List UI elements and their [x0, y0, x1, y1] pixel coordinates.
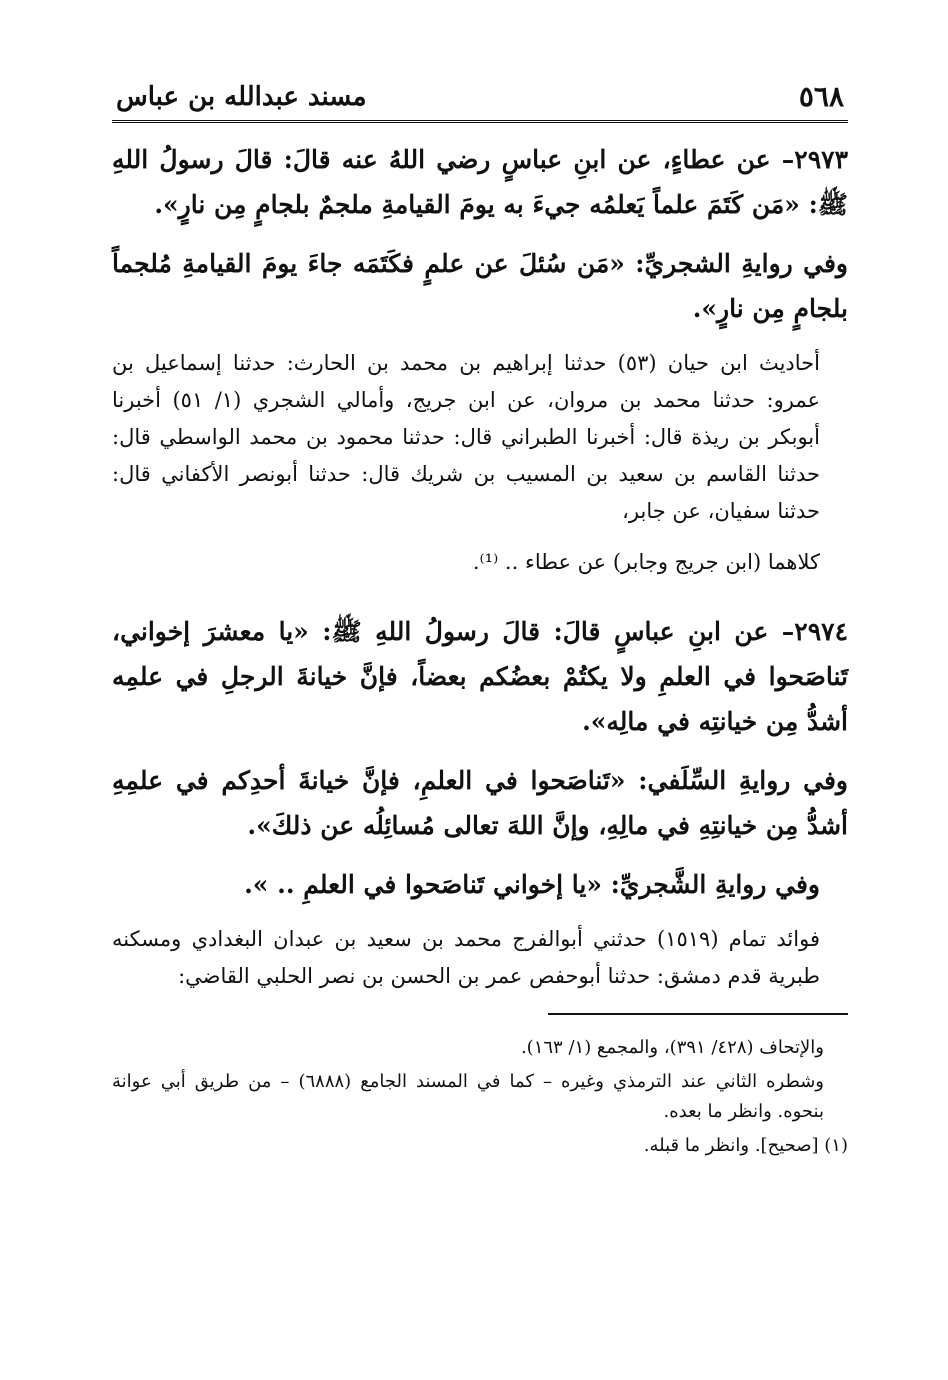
hadith-2973-text: ٢٩٧٣– عن عطاءٍ، عن ابنِ عباسٍ رضي اللهُ عنه قالَ: قالَ رسولُ اللهِ ﷺ: «مَن كَتَمَ علماً يَعلمُه جيءَ به يومَ القيامةِ ملجمٌ بلجامٍ مِن نارٍ». — [112, 145, 848, 219]
footnote-continuation: والإتحاف (٤٢٨/ ٣٩١)، والمجمع (١/ ١٦٣). — [520, 1037, 824, 1058]
page-header — [112, 80, 848, 123]
hadith-2974-text: ٢٩٧٤– عن ابنِ عباسٍ قالَ: قالَ رسولُ اللهِ ﷺ: «يا معشرَ إخواني، تَناصَحوا في العلمِ ولا يكتُمْ بعضُكم بعضاً، فإنَّ خيانةَ الرجلِ في علمِه أشدُّ مِن خيانتِه في مالِه». — [112, 617, 848, 736]
hadith-2973-both-narrators: كلاهما (ابن جريج وجابر) عن عطاء .. ⁽¹⁾. — [472, 550, 820, 574]
hadith-2974-isnad: فوائد تمام (١٥١٩) حدثني أبوالفرج محمد بن سعيد بن عبدان البغدادي ومسكنه طبرية قدم دمشق: حدثنا أبوحفص عمر بن الحسن بن نصر الحلبي القاضي: — [112, 927, 820, 988]
footnote-tirmidhi-note: وشطره الثاني عند الترمذي وغيره – كما في المسند الجامع (٦٨٨٨) – من طريق أبي عوانة بنحوه. وانظر ما بعده. — [112, 1071, 824, 1122]
page-number: ٥٦٨ — [798, 80, 844, 113]
hadith-2974-silafi-narration: وفي روايةِ السِّلَفي: «تَناصَحوا في العلمِ، فإنَّ خيانةَ أحدِكم في علمِهِ أشدُّ مِن خيانتِهِ في مالِهِ، وإنَّ اللهَ تعالى مُسائِلُه عن ذلكَ». — [112, 766, 848, 840]
hadith-2973-isnad: أحاديث ابن حيان (٥٣) حدثنا إبراهيم بن محمد بن الحارث: حدثنا إسماعيل بن عمرو: حدثنا محمد بن مروان، عن ابن جريج، وأمالي الشجري (١/ ٥١) أخبرنا أبوبكر بن ريذة قال: أخبرنا الطبراني قال: حدثنا محمود بن محمد الواسطي قال: حدثنا القاسم بن سعيد بن المسيب بن شريك قال: حدثنا أبونصر الأكفاني قال: حدثنا سفيان، عن جابر، — [112, 351, 820, 523]
footnote-divider — [548, 1013, 848, 1015]
hadith-2974-shajari-narration: وفي روايةِ الشَّجريِّ: «يا إخواني تَناصَحوا في العلمِ .. ». — [244, 870, 820, 899]
footnote-1: (١) [صحيح]. وانظر ما قبله. — [643, 1135, 848, 1156]
hadith-2973-shajari-narration: وفي روايةِ الشجريِّ: «مَن سُئلَ عن علمٍ فكَتَمَه جاءَ يومَ القيامةِ مُلجماً بلجامٍ مِن نارٍ». — [112, 249, 848, 323]
running-title: مسند عبدالله بن عباس — [116, 82, 367, 112]
